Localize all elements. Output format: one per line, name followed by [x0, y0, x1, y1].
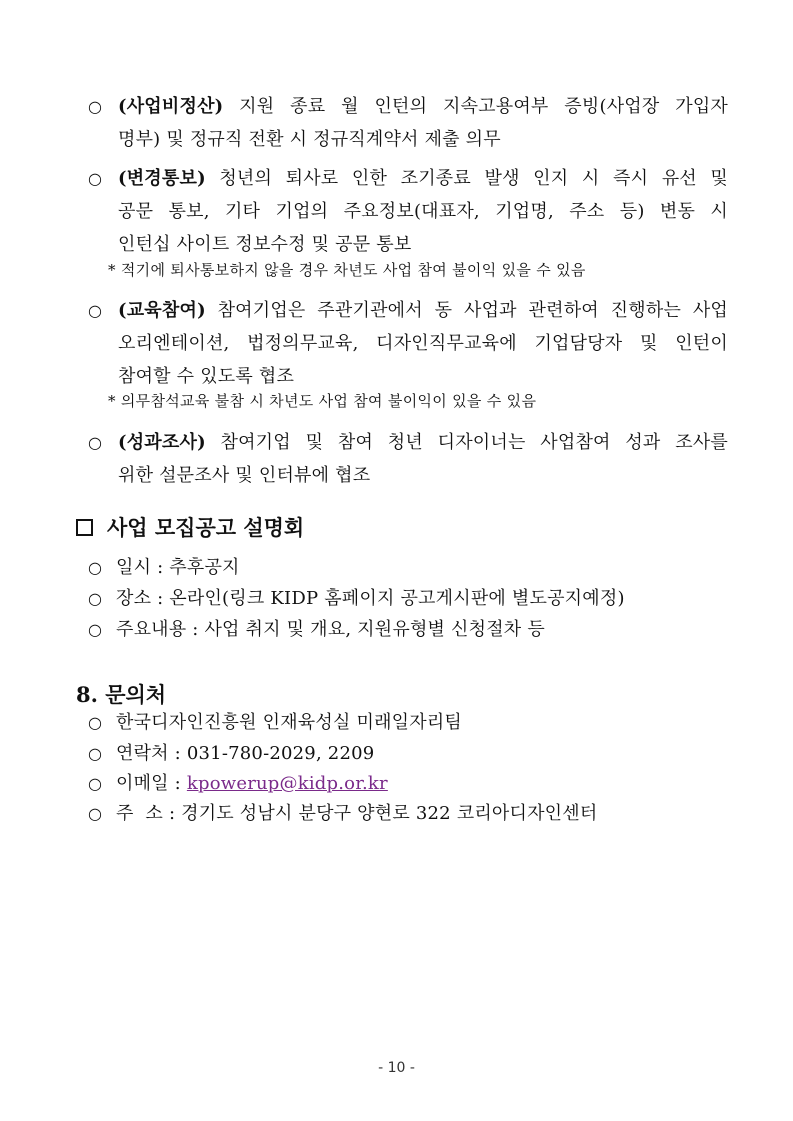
- item-heading: (성과조사): [118, 432, 206, 453]
- item-line: 인턴십 사이트 정보수정 및 공문 통보: [118, 234, 412, 255]
- contact-address: [88, 799, 597, 829]
- item-line: 위한 설문조사 및 인터뷰에 협조: [118, 465, 371, 486]
- section-title: [76, 512, 304, 542]
- checkbox-square-icon: [76, 519, 93, 536]
- list-item: [88, 584, 625, 614]
- bullet-circle: ○: [88, 97, 103, 116]
- list-item: [88, 615, 545, 645]
- contact-address-text: 주 소 : 경기도 성남시 분당구 양현로 322 코리아디자인센터: [116, 803, 598, 824]
- list-item-text: 주요내용 : 사업 취지 및 개요, 지원유형별 신청절차 등: [116, 619, 545, 640]
- obligation-settlement: [88, 90, 728, 156]
- page-number: - 10 -: [378, 1060, 415, 1076]
- bullet-circle: ○: [88, 620, 103, 639]
- obligation-training: [88, 294, 728, 393]
- item-line: [88, 294, 728, 327]
- item-line: 공문 통보, 기타 기업의 주요정보(대표자, 기업명, 주소 등) 변동 시: [118, 201, 728, 222]
- item-line: 오리엔테이션, 법정의무교육, 디자인직무교육에 기업담당자 및 인턴이: [118, 333, 728, 354]
- contact-org: [88, 708, 462, 738]
- bullet-circle: ○: [88, 433, 103, 452]
- bullet-circle: ○: [88, 774, 103, 793]
- bullet-circle: ○: [88, 558, 103, 577]
- bullet-circle: ○: [88, 169, 103, 188]
- item-note: * 의무참석교육 불참 시 차년도 사업 참여 불이익이 있을 수 있음: [108, 392, 537, 410]
- item-text: 지원 종료 월 인턴의 지속고용여부 증빙(사업장 가입자: [223, 96, 728, 117]
- contact-org-text: 한국디자인진흥원 인재육성실 미래일자리팀: [116, 712, 463, 733]
- item-line: 명부) 및 정규직 전환 시 정규직계약서 제출 의무: [118, 129, 501, 150]
- contact-email: [88, 769, 388, 799]
- list-item-text: 장소 : 온라인(링크 KIDP 홈페이지 공고게시판에 별도공지예정): [116, 588, 625, 609]
- bullet-circle: ○: [88, 589, 103, 608]
- item-text: 참여기업 및 참여 청년 디자이너는 사업참여 성과 조사를: [205, 432, 728, 453]
- bullet-circle: ○: [88, 804, 103, 823]
- contact-phone: [88, 739, 374, 769]
- item-heading: (변경통보): [118, 168, 206, 189]
- contact-email-label: 이메일 :: [116, 773, 187, 794]
- contact-section-title: 8. 문의처: [76, 682, 167, 707]
- item-line: [88, 426, 728, 459]
- bullet-circle: ○: [88, 744, 103, 763]
- item-text: 청년의 퇴사로 인한 조기종료 발생 인지 시 즉시 유선 및: [205, 168, 728, 189]
- section-title-text: 사업 모집공고 설명회: [107, 515, 305, 540]
- list-item-text: 일시 : 추후공지: [116, 557, 240, 578]
- item-line: [88, 162, 728, 195]
- list-item: [88, 553, 240, 583]
- item-heading: (사업비정산): [118, 96, 224, 117]
- item-text: 참여기업은 주관기관에서 동 사업과 관련하여 진행하는 사업: [205, 300, 728, 321]
- item-line: [88, 90, 728, 123]
- obligation-survey: [88, 426, 728, 492]
- item-line: 참여할 수 있도록 협조: [118, 366, 295, 387]
- bullet-circle: ○: [88, 301, 103, 320]
- email-link[interactable]: kpowerup@kidp.or.kr: [186, 773, 388, 794]
- contact-phone-text: 연락처 : 031-780-2029, 2209: [116, 743, 375, 764]
- obligation-change-notice: [88, 162, 728, 261]
- item-note: * 적기에 퇴사통보하지 않을 경우 차년도 사업 참여 불이익 있을 수 있음: [108, 261, 586, 279]
- bullet-circle: ○: [88, 713, 103, 732]
- item-heading: (교육참여): [118, 300, 206, 321]
